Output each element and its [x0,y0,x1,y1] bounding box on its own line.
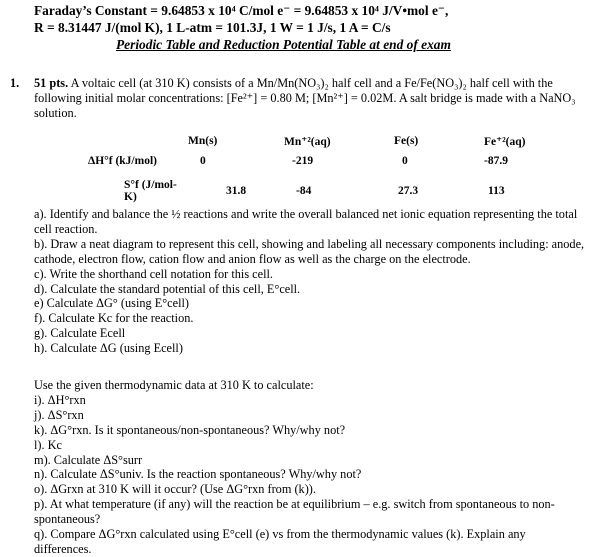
list-item: a). Identify and balance the ½ reactions and write the overall balanced net ionic equation representing the total cell reaction. [34,207,578,236]
table-cell: -84 [296,185,312,197]
list-item: n). Calculate ΔS°univ. Is the reaction spontaneous? Why/why not? [34,467,362,482]
parts-a-to-h [34,207,586,356]
list-item: k). ΔG°rxn. Is it spontaneous/non-spontaneous? Why/why not? [34,422,346,437]
list-item: l). Kc [34,437,62,452]
thermo-intro: Use the given thermodynamic data at 310 K to calculate: [34,378,314,392]
list-item: q). Compare ΔG°rxn calculated using E°cell (e) vs from the thermodynamic values (k). Explain any differences. [34,527,526,556]
table-row [26,151,525,171]
col-fe2-aq: Fe⁺²(aq) [484,136,526,148]
question-text: A voltaic cell (at 310 K) consists of a Mn/Mn(NO₃)₂ half cell and a Fe/Fe(NO₃)₂ half cell with the following initial molar concentrations: [Fe²⁺] = 0.80 M; [Mn²⁺] = 0.02M. A salt bridge is made with a NaNO₃ solution. [34,76,576,120]
col-mn2-aq: Mn⁺²(aq) [284,136,331,148]
table-header-row [26,131,525,151]
table-cell: 113 [488,185,505,197]
periodic-table-note: Periodic Table and Reduction Potential Table at end of exam [116,37,451,52]
gas-constant-line: R = 8.31447 J/(mol K), 1 L-atm = 101.3J, 1 W = 1 J/s, 1 A = C/s [34,20,391,35]
thermo-calculations [34,378,586,557]
faraday-constant-line: Faraday’s Constant = 9.64853 x 10⁴ C/mol e⁻ = 9.64853 x 10⁴ J/V•mol e⁻, [34,3,449,18]
row-label-enthalpy: ΔH°f (kJ/mol) [88,155,157,167]
list-item: d). Calculate the standard potential of this cell, E°cell. [34,281,301,296]
list-item: h). Calculate ΔG (using Ecell) [34,341,183,356]
table-cell: 27.3 [398,185,419,197]
table-cell: 31.8 [226,185,247,197]
row-label-entropy: S°f (J/mol-K) [124,179,177,203]
list-item: e) Calculate ΔG° (using E°cell) [34,296,190,311]
list-item: p). At what temperature (if any) will the reaction be at equilibrium – e.g. switch from spontaneous to non-spontaneous? [34,497,555,527]
table-row [26,171,525,203]
table-cell: -87.9 [484,155,508,167]
list-item: c). Write the shorthand cell notation for this cell. [34,266,273,281]
table-cell: 0 [402,155,408,167]
list-item: b). Draw a neat diagram to represent this cell, showing and labeling all necessary components including: anode, cathode, electron flow, cation flow and anion flow as well as the charge on the electrode. [34,236,585,266]
question-number: 1. [10,76,20,90]
col-mn-s: Mn(s) [188,135,218,147]
table-cell: -219 [292,155,314,167]
list-item: f). Calculate Kc for the reaction. [34,311,194,326]
list-item: o). ΔGrxn at 310 K will it occur? (Use ΔG°rxn from (k)). [34,482,316,497]
list-item: m). Calculate ΔS°surr [34,452,143,467]
col-fe-s: Fe(s) [394,135,419,147]
list-item: i). ΔH°rxn [34,392,86,407]
list-item: g). Calculate Ecell [34,326,126,341]
question-points: 51 pts. [34,76,69,90]
list-item: j). ΔS°rxn [34,407,84,422]
table-cell: 0 [200,155,206,167]
question-1 [10,76,580,121]
thermo-data-table [26,131,525,203]
